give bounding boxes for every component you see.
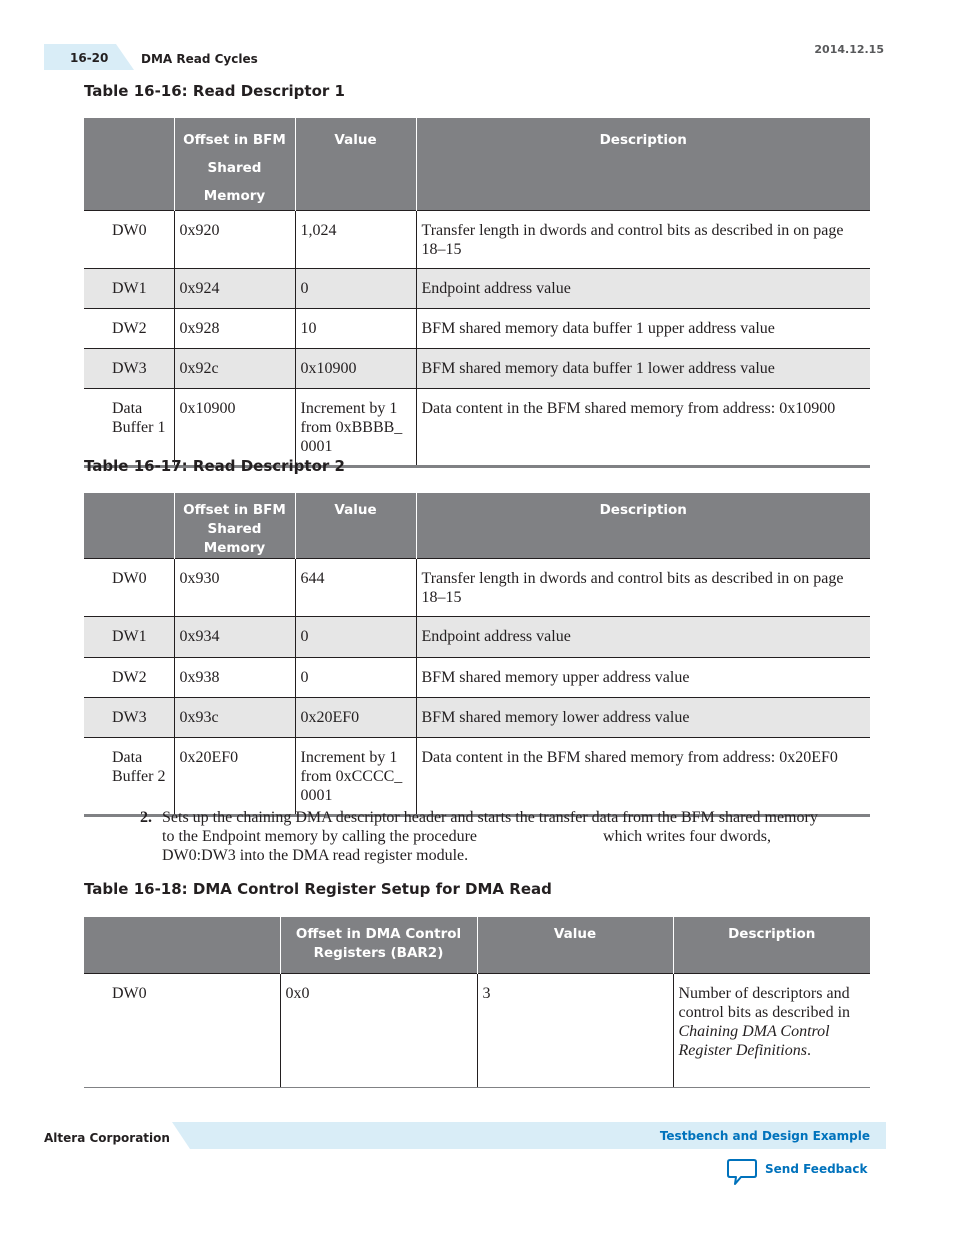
table-cell: DW1 bbox=[84, 617, 174, 658]
cross-reference-link[interactable]: Chaining DMA Control Register Definitions bbox=[678, 1023, 830, 1059]
read-descriptor-1-table bbox=[84, 118, 870, 468]
table-cell: 644 bbox=[295, 559, 416, 617]
column-header: Value bbox=[477, 917, 673, 974]
step-text bbox=[162, 808, 872, 865]
table-cell: BFM shared memory lower address value bbox=[416, 698, 870, 738]
table-cell: 1,024 bbox=[295, 211, 416, 269]
step-text-line bbox=[162, 827, 872, 846]
table-row bbox=[84, 269, 870, 309]
footer-section-link[interactable]: Testbench and Design Example bbox=[659, 1129, 870, 1143]
column-header: Offset in BFM Shared Memory bbox=[174, 493, 295, 559]
table-cell: Endpoint address value bbox=[416, 617, 870, 658]
table-cell: 0x10900 bbox=[174, 389, 295, 467]
send-feedback-button[interactable] bbox=[727, 1158, 867, 1188]
column-header: Value bbox=[295, 118, 416, 211]
table-cell: Data content in the BFM shared memory from address: 0x10900 bbox=[416, 389, 870, 467]
table-row bbox=[84, 658, 870, 698]
table-cell: BFM shared memory upper address value bbox=[416, 658, 870, 698]
column-header bbox=[84, 917, 280, 974]
column-header bbox=[84, 118, 174, 211]
table-cell: 0x928 bbox=[174, 309, 295, 349]
step-number: 2. bbox=[140, 809, 152, 826]
description-text: Number of descriptors and control bits as described in bbox=[678, 985, 851, 1021]
table-cell: 0x938 bbox=[174, 658, 295, 698]
column-header: Value bbox=[295, 493, 416, 559]
table-cell: Endpoint address value bbox=[416, 269, 870, 309]
table-cell: DW3 bbox=[84, 349, 174, 389]
table-cell: 3 bbox=[477, 974, 673, 1088]
table-cell: Increment by 1 from 0xCCCC_ 0001 bbox=[295, 738, 416, 816]
send-feedback-label: Send Feedback bbox=[765, 1162, 868, 1176]
document-date: 2014.12.15 bbox=[814, 43, 884, 56]
table-row bbox=[84, 738, 870, 816]
step-text-fragment: to the Endpoint memory by calling the procedure bbox=[162, 828, 478, 845]
table-row bbox=[84, 559, 870, 617]
table-cell: 0 bbox=[295, 269, 416, 309]
table-cell: Data content in the BFM shared memory from address: 0x20EF0 bbox=[416, 738, 870, 816]
description-text: . bbox=[806, 1042, 811, 1059]
table-cell: 0x924 bbox=[174, 269, 295, 309]
table-row bbox=[84, 389, 870, 467]
step-text-fragment: which writes four dwords, bbox=[603, 828, 771, 845]
column-header: Description bbox=[416, 493, 870, 559]
table-cell: 0x20EF0 bbox=[295, 698, 416, 738]
table-cell: 0x10900 bbox=[295, 349, 416, 389]
column-header: Offset in BFM Shared Memory bbox=[174, 118, 295, 211]
table-cell: DW2 bbox=[84, 658, 174, 698]
table-header-row bbox=[84, 118, 870, 211]
table-row bbox=[84, 974, 870, 1088]
table-cell: 0x92c bbox=[174, 349, 295, 389]
footer-company: Altera Corporation bbox=[44, 1131, 170, 1145]
column-header: Description bbox=[673, 917, 870, 974]
table-cell: Data Buffer 2 bbox=[84, 738, 174, 816]
table-cell: DW0 bbox=[84, 559, 174, 617]
table-row bbox=[84, 617, 870, 658]
table-cell: BFM shared memory data buffer 1 lower address value bbox=[416, 349, 870, 389]
table-row bbox=[84, 698, 870, 738]
column-header: Description bbox=[416, 118, 870, 211]
column-header bbox=[84, 493, 174, 559]
table-cell: 0x0 bbox=[280, 974, 477, 1088]
step-text-line: DW0:DW3 into the DMA read register module. bbox=[162, 847, 469, 864]
table-cell: Data Buffer 1 bbox=[84, 389, 174, 467]
table-cell: DW3 bbox=[84, 698, 174, 738]
table-cell: Increment by 1 from 0xBBBB_ 0001 bbox=[295, 389, 416, 467]
table-cell: Transfer length in dwords and control bits as described in on page 18–15 bbox=[416, 559, 870, 617]
table-cell: 0x920 bbox=[174, 211, 295, 269]
table-row bbox=[84, 349, 870, 389]
table-cell: 0x93c bbox=[174, 698, 295, 738]
table-cell: 0x934 bbox=[174, 617, 295, 658]
table-cell: Transfer length in dwords and control bits as described in on page 18–15 bbox=[416, 211, 870, 269]
read-descriptor-2-table bbox=[84, 493, 870, 817]
table-header-row bbox=[84, 493, 870, 559]
table-caption: Table 16-17: Read Descriptor 2 bbox=[84, 457, 345, 475]
table-cell: 10 bbox=[295, 309, 416, 349]
table-cell: 0 bbox=[295, 617, 416, 658]
table-cell: 0 bbox=[295, 658, 416, 698]
table-caption: Table 16-16: Read Descriptor 1 bbox=[84, 82, 345, 100]
step-text-line: Sets up the chaining DMA descriptor header and starts the transfer data from the BFM shared memory bbox=[162, 809, 818, 826]
table-cell: DW0 bbox=[84, 211, 174, 269]
table-row bbox=[84, 211, 870, 269]
dma-control-register-table bbox=[84, 917, 870, 1088]
table-cell: DW0 bbox=[84, 974, 280, 1088]
table-cell: 0x930 bbox=[174, 559, 295, 617]
speech-bubble-icon bbox=[727, 1158, 757, 1191]
table-caption: Table 16-18: DMA Control Register Setup for DMA Read bbox=[84, 880, 552, 898]
table-cell: BFM shared memory data buffer 1 upper address value bbox=[416, 309, 870, 349]
table-header-row bbox=[84, 917, 870, 974]
table-cell bbox=[673, 974, 870, 1088]
section-title: DMA Read Cycles bbox=[141, 52, 258, 66]
column-header: Offset in DMA Control Registers (BAR2) bbox=[280, 917, 477, 974]
table-cell: DW1 bbox=[84, 269, 174, 309]
page-number: 16-20 bbox=[70, 51, 109, 65]
table-cell: 0x20EF0 bbox=[174, 738, 295, 816]
table-cell: DW2 bbox=[84, 309, 174, 349]
table-row bbox=[84, 309, 870, 349]
